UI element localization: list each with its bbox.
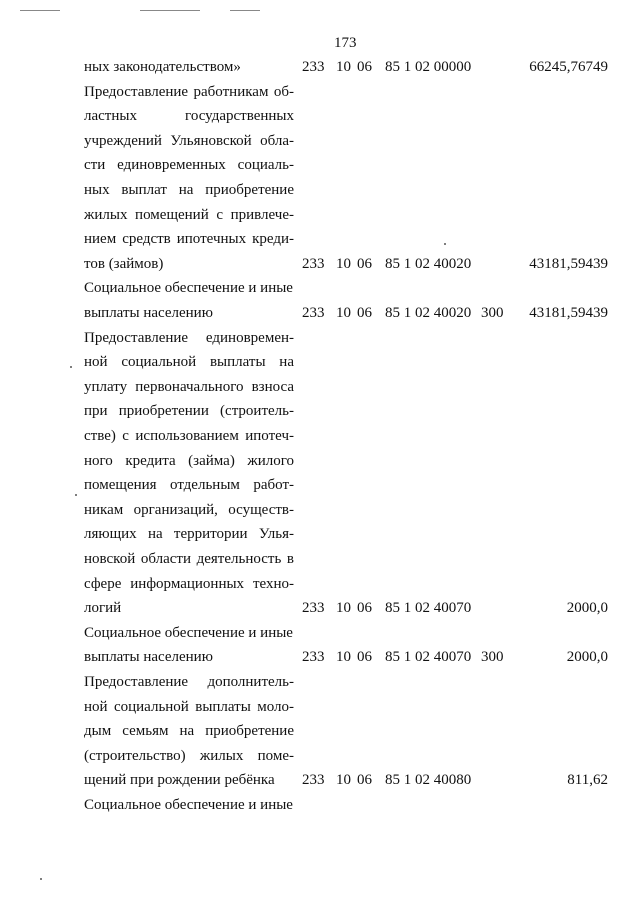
scan-mark: [20, 10, 60, 11]
section-cell: 10: [336, 59, 351, 75]
scan-dot: [444, 243, 446, 245]
target-article-cell: 85 1 02 40020: [385, 255, 472, 272]
amount-cell: 2000,0: [566, 649, 608, 666]
section-cell: 10: [336, 305, 351, 321]
row-description: жилых помещений с привлече-: [84, 206, 294, 223]
amount-cell: 43181,59439: [529, 255, 608, 272]
table-row: [0, 154, 640, 176]
page-number: 173: [334, 35, 357, 51]
table-row: [0, 253, 640, 275]
table-row: [0, 351, 640, 373]
row-description: при приобретении (строитель-: [84, 403, 294, 420]
admin-code-cell: 233: [302, 600, 325, 617]
table-row: [0, 499, 640, 521]
row-description: стве) с использованием ипотеч-: [84, 428, 294, 444]
table-row: [0, 646, 640, 668]
target-article-cell: 85 1 02 40070: [385, 649, 472, 666]
amount-cell: 811,62: [567, 772, 608, 789]
table-row: [0, 179, 640, 201]
table-row: [0, 450, 640, 472]
table-row: [0, 400, 640, 422]
subsection-cell: 06: [357, 305, 372, 321]
row-description: Предоставление единовремен-: [84, 329, 294, 346]
row-description: дым семьям на приобретение: [84, 723, 294, 740]
table-row: [0, 671, 640, 693]
row-description: ной социальной выплаты на: [84, 354, 294, 371]
row-description: Предоставление дополнитель-: [84, 674, 294, 690]
table-row: [0, 745, 640, 767]
amount-cell: 66245,76749: [529, 59, 608, 75]
scan-dot: [70, 366, 72, 368]
scan-mark: [230, 10, 260, 11]
subsection-cell: 06: [357, 600, 372, 617]
row-description: Социальное обеспечение и иные: [84, 797, 293, 813]
row-description: ного кредита (займа) жилого: [84, 452, 294, 469]
row-description: Социальное обеспечение и иные: [84, 280, 293, 297]
admin-code-cell: 233: [302, 59, 325, 75]
table-row: [0, 720, 640, 742]
scan-dot: [75, 494, 77, 496]
table-row: [0, 327, 640, 349]
table-row: [0, 376, 640, 398]
section-cell: 10: [336, 649, 351, 666]
section-cell: 10: [336, 772, 351, 789]
admin-code-cell: 233: [302, 649, 325, 666]
row-description: помещения отдельным работ-: [84, 477, 294, 494]
scan-dot: [40, 878, 42, 880]
table-row: [0, 56, 640, 78]
table-row: [0, 302, 640, 324]
amount-cell: 2000,0: [566, 600, 608, 617]
table-row: [0, 105, 640, 127]
table-row: [0, 696, 640, 718]
row-description: тов (займов): [84, 255, 164, 272]
admin-code-cell: 233: [302, 305, 325, 321]
target-article-cell: 85 1 02 40020: [385, 305, 472, 321]
row-description: уплату первоначального взноса: [84, 378, 294, 395]
target-article-cell: 85 1 02 00000: [385, 59, 472, 75]
table-row: [0, 130, 640, 152]
admin-code-cell: 233: [302, 772, 325, 789]
row-description: Предоставление работникам об-: [84, 83, 294, 100]
row-description: ных выплат на приобретение: [84, 182, 294, 198]
table-row: [0, 474, 640, 496]
row-description: новской области деятельность в: [84, 551, 294, 567]
row-description: выплаты населению: [84, 649, 213, 666]
table-row: [0, 228, 640, 250]
subsection-cell: 06: [357, 59, 372, 75]
row-description: выплаты населению: [84, 305, 213, 321]
row-description: (строительство) жилых поме-: [84, 747, 294, 764]
row-description: логий: [84, 600, 122, 617]
subsection-cell: 06: [357, 772, 372, 789]
row-description: щений при рождении ребёнка: [84, 772, 275, 789]
table-row: [0, 523, 640, 545]
row-description: Социальное обеспечение и иные: [84, 624, 293, 641]
table-row: [0, 573, 640, 595]
scan-mark: [140, 10, 200, 11]
table-row: [0, 277, 640, 299]
table-row: [0, 81, 640, 103]
row-description: сти единовременных социаль-: [84, 157, 294, 174]
table-row: [0, 794, 640, 816]
row-description: никам организаций, осуществ-: [84, 501, 294, 518]
row-description: нием средств ипотечных креди-: [84, 231, 294, 248]
expense-type-cell: 300: [481, 649, 504, 666]
table-row: [0, 769, 640, 791]
row-description: ной социальной выплаты моло-: [84, 698, 294, 715]
row-description: сфере информационных техно-: [84, 575, 294, 592]
row-description: ластных государственных: [84, 108, 294, 125]
table-row: [0, 622, 640, 644]
target-article-cell: 85 1 02 40080: [385, 772, 472, 789]
table-row: [0, 597, 640, 619]
table-row: [0, 425, 640, 447]
table-row: [0, 204, 640, 226]
target-article-cell: 85 1 02 40070: [385, 600, 472, 617]
section-cell: 10: [336, 600, 351, 617]
amount-cell: 43181,59439: [529, 305, 608, 321]
admin-code-cell: 233: [302, 255, 325, 272]
subsection-cell: 06: [357, 649, 372, 666]
subsection-cell: 06: [357, 255, 372, 272]
row-description: ляющих на территории Улья-: [84, 526, 294, 543]
expense-type-cell: 300: [481, 305, 504, 321]
section-cell: 10: [336, 255, 351, 272]
row-description: ных законодательством»: [84, 59, 241, 75]
table-row: [0, 548, 640, 570]
row-description: учреждений Ульяновской обла-: [84, 132, 294, 149]
